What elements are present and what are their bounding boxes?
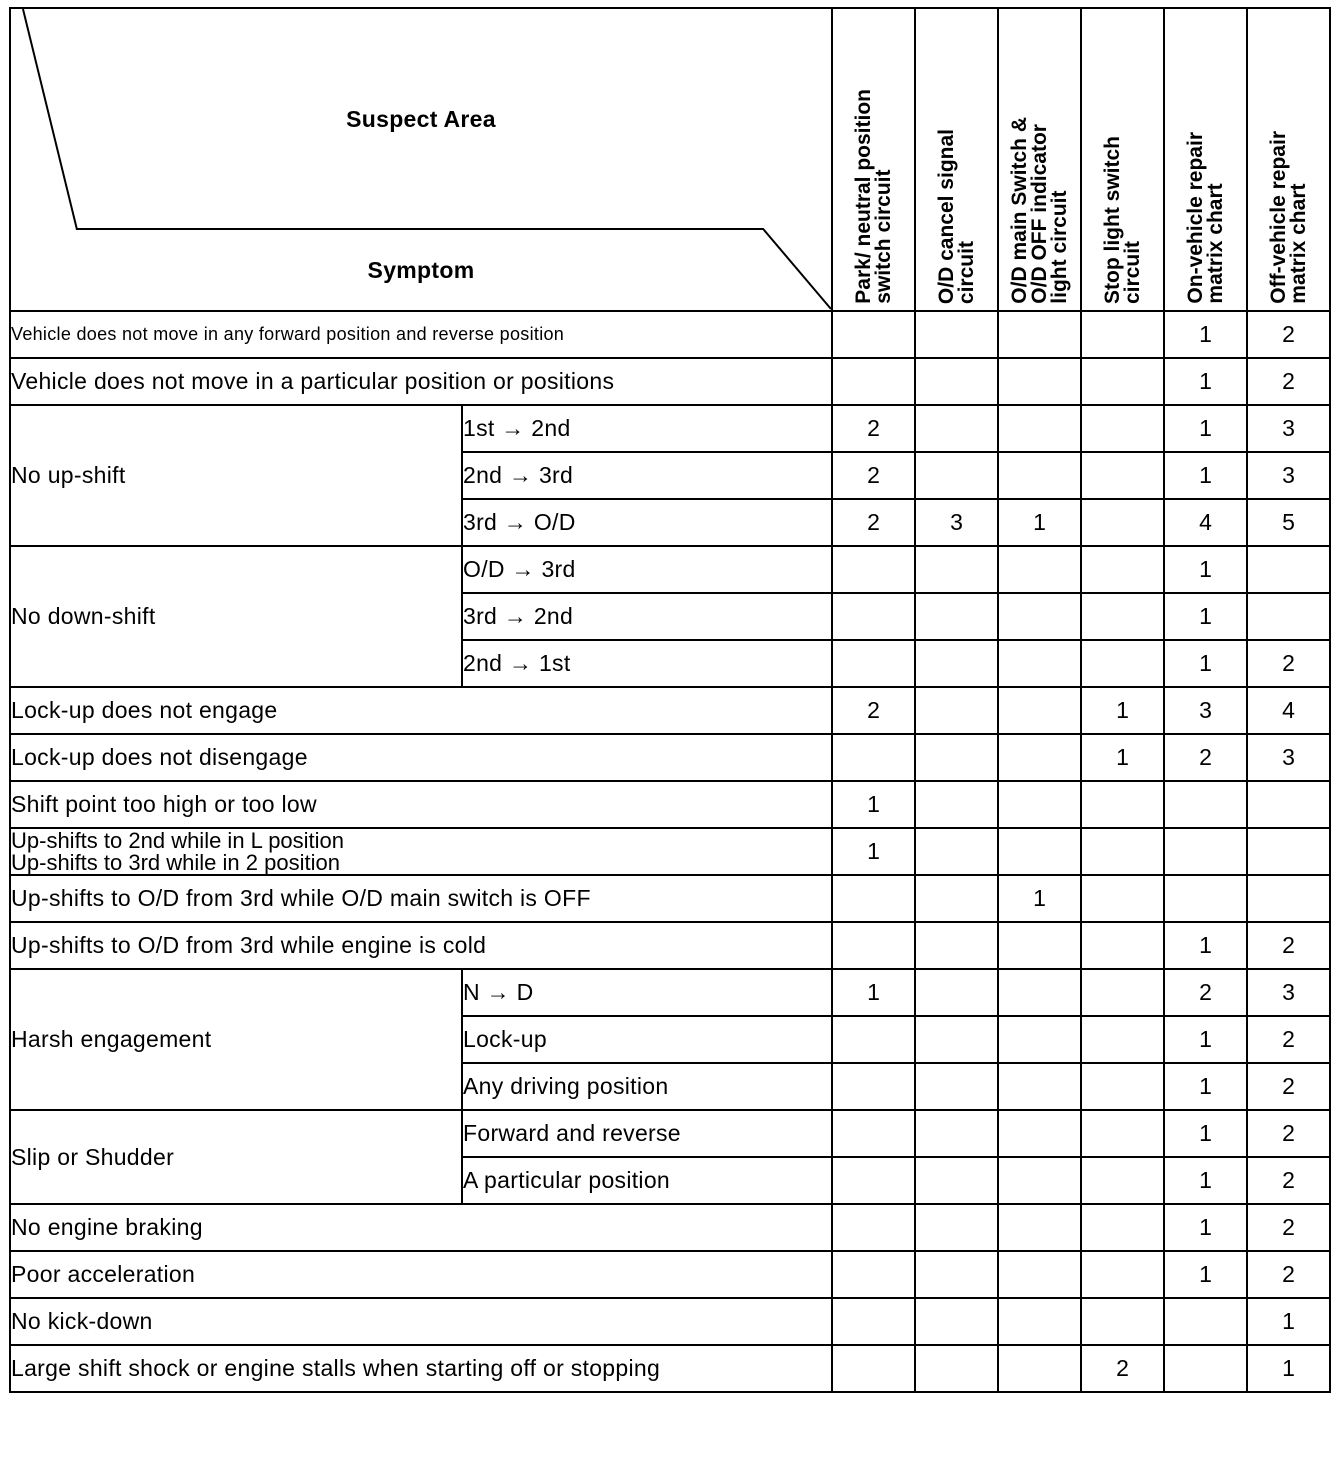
value-cell <box>1081 452 1164 499</box>
value-cell <box>915 640 998 687</box>
value-cell: 2 <box>1247 922 1330 969</box>
value-cell <box>998 687 1081 734</box>
symptom-label: Symptom <box>367 257 475 283</box>
suspect-area-label: Suspect Area <box>346 106 496 132</box>
col-header-label: On-vehicle repair matrix chart <box>1183 132 1227 304</box>
value-cell: 1 <box>998 875 1081 922</box>
value-cell <box>998 311 1081 358</box>
value-cell <box>998 358 1081 405</box>
value-cell <box>1081 1204 1164 1251</box>
value-cell <box>998 593 1081 640</box>
col-stop-light <box>1081 8 1164 311</box>
table-row <box>10 828 1330 875</box>
value-cell <box>1081 1110 1164 1157</box>
value-cell <box>915 687 998 734</box>
value-cell <box>915 358 998 405</box>
value-cell <box>1081 358 1164 405</box>
value-cell: 2 <box>1164 969 1247 1016</box>
value-cell <box>1081 875 1164 922</box>
value-cell: 2 <box>1247 1157 1330 1204</box>
table-row <box>10 1345 1330 1392</box>
value-cell: 1 <box>1164 311 1247 358</box>
value-cell <box>998 1204 1081 1251</box>
symptom-cell: Vehicle does not move in any forward position and reverse position <box>10 311 832 358</box>
sub-symptom-cell: 3rd → O/D <box>462 499 832 546</box>
value-cell: 1 <box>1164 358 1247 405</box>
value-cell: 1 <box>1164 1063 1247 1110</box>
sub-symptom-cell: 3rd → 2nd <box>462 593 832 640</box>
symptom-group-cell: No up-shift <box>10 405 462 546</box>
value-cell <box>915 405 998 452</box>
table-row <box>10 546 1330 593</box>
col-header-label: O/D cancel signal circuit <box>934 128 978 304</box>
value-cell <box>915 1110 998 1157</box>
table-row <box>10 687 1330 734</box>
value-cell: 1 <box>1081 734 1164 781</box>
symptom-cell: Up-shifts to O/D from 3rd while O/D main switch is OFF <box>10 875 832 922</box>
table-row <box>10 1251 1330 1298</box>
value-cell: 4 <box>1164 499 1247 546</box>
value-cell: 1 <box>1081 687 1164 734</box>
value-cell <box>998 1063 1081 1110</box>
table-row <box>10 1204 1330 1251</box>
value-cell <box>1081 969 1164 1016</box>
value-cell: 1 <box>1164 1251 1247 1298</box>
value-cell <box>998 1110 1081 1157</box>
value-cell <box>998 452 1081 499</box>
symptom-cell: No engine braking <box>10 1204 832 1251</box>
sub-symptom-cell: Forward and reverse <box>462 1110 832 1157</box>
value-cell: 1 <box>1164 640 1247 687</box>
value-cell <box>998 1016 1081 1063</box>
value-cell: 1 <box>1247 1345 1330 1392</box>
value-cell: 2 <box>1247 1016 1330 1063</box>
value-cell <box>915 311 998 358</box>
value-cell <box>915 781 998 828</box>
value-cell <box>1247 875 1330 922</box>
value-cell <box>832 1204 915 1251</box>
value-cell <box>832 1157 915 1204</box>
sub-symptom-cell: 2nd → 1st <box>462 640 832 687</box>
sub-symptom-cell: 1st → 2nd <box>462 405 832 452</box>
symptom-cell: Up-shifts to O/D from 3rd while engine is cold <box>10 922 832 969</box>
value-cell <box>915 546 998 593</box>
value-cell <box>998 969 1081 1016</box>
sub-symptom-cell: N → D <box>462 969 832 1016</box>
value-cell: 3 <box>1247 734 1330 781</box>
symptom-group-cell: Harsh engagement <box>10 969 462 1110</box>
value-cell <box>998 1157 1081 1204</box>
value-cell <box>1164 781 1247 828</box>
value-cell: 1 <box>832 781 915 828</box>
value-cell <box>915 828 998 875</box>
value-cell <box>1081 1298 1164 1345</box>
value-cell <box>1081 1016 1164 1063</box>
value-cell <box>915 1016 998 1063</box>
value-cell: 1 <box>998 499 1081 546</box>
value-cell <box>998 1251 1081 1298</box>
value-cell <box>998 781 1081 828</box>
value-cell: 1 <box>1164 1157 1247 1204</box>
sub-symptom-cell: Lock-up <box>462 1016 832 1063</box>
value-cell <box>915 1204 998 1251</box>
value-cell <box>1247 546 1330 593</box>
value-cell <box>998 405 1081 452</box>
value-cell <box>832 640 915 687</box>
value-cell: 2 <box>1247 1110 1330 1157</box>
value-cell <box>832 1251 915 1298</box>
value-cell: 2 <box>1247 1251 1330 1298</box>
value-cell <box>1081 781 1164 828</box>
value-cell <box>1081 546 1164 593</box>
value-cell <box>998 828 1081 875</box>
table-row <box>10 1298 1330 1345</box>
table-row <box>10 358 1330 405</box>
table-row <box>10 1110 1330 1157</box>
sub-symptom-cell: O/D → 3rd <box>462 546 832 593</box>
value-cell <box>832 1345 915 1392</box>
value-cell <box>1081 499 1164 546</box>
value-cell <box>915 1345 998 1392</box>
value-cell <box>1081 1157 1164 1204</box>
value-cell <box>1081 828 1164 875</box>
value-cell: 3 <box>915 499 998 546</box>
col-park-neutral <box>832 8 915 311</box>
symptom-group-cell: Slip or Shudder <box>10 1110 462 1204</box>
value-cell <box>1081 311 1164 358</box>
value-cell <box>998 922 1081 969</box>
value-cell: 1 <box>1164 1016 1247 1063</box>
value-cell: 2 <box>832 405 915 452</box>
col-header-label: O/D main Switch & O/D OFF indicator light circuit <box>1007 117 1071 304</box>
value-cell <box>998 734 1081 781</box>
value-cell: 1 <box>1164 593 1247 640</box>
value-cell <box>915 452 998 499</box>
value-cell <box>998 546 1081 593</box>
value-cell <box>832 1016 915 1063</box>
value-cell <box>1164 1345 1247 1392</box>
value-cell: 1 <box>1247 1298 1330 1345</box>
col-od-main-switch <box>998 8 1081 311</box>
value-cell: 3 <box>1247 405 1330 452</box>
table-row <box>10 781 1330 828</box>
col-header-label: Stop light switch circuit <box>1100 136 1144 304</box>
value-cell: 2 <box>1247 640 1330 687</box>
value-cell <box>1247 593 1330 640</box>
value-cell: 1 <box>1164 405 1247 452</box>
col-od-cancel <box>915 8 998 311</box>
value-cell <box>832 922 915 969</box>
sub-symptom-cell: A particular position <box>462 1157 832 1204</box>
value-cell: 1 <box>1164 922 1247 969</box>
table-row <box>10 734 1330 781</box>
value-cell <box>1081 640 1164 687</box>
value-cell <box>915 922 998 969</box>
value-cell: 1 <box>1164 1110 1247 1157</box>
symptom-cell: Lock-up does not disengage <box>10 734 832 781</box>
symptom-cell: Poor acceleration <box>10 1251 832 1298</box>
value-cell <box>1247 781 1330 828</box>
value-cell <box>915 593 998 640</box>
value-cell <box>1081 1063 1164 1110</box>
col-off-vehicle <box>1247 8 1330 311</box>
value-cell: 1 <box>1164 452 1247 499</box>
value-cell <box>832 734 915 781</box>
table-row <box>10 922 1330 969</box>
value-cell <box>832 875 915 922</box>
symptom-cell: Lock-up does not engage <box>10 687 832 734</box>
symptom-cell: Shift point too high or too low <box>10 781 832 828</box>
table-row <box>10 311 1330 358</box>
problem-symptoms-table <box>9 7 1331 1393</box>
value-cell <box>832 1063 915 1110</box>
col-header-label: Off-vehicle repair matrix chart <box>1266 131 1310 304</box>
sub-symptom-cell: Any driving position <box>462 1063 832 1110</box>
value-cell <box>915 1157 998 1204</box>
value-cell <box>832 311 915 358</box>
value-cell <box>832 1298 915 1345</box>
value-cell <box>1164 1298 1247 1345</box>
value-cell <box>1081 1251 1164 1298</box>
value-cell: 1 <box>832 969 915 1016</box>
value-cell: 4 <box>1247 687 1330 734</box>
value-cell: 2 <box>1081 1345 1164 1392</box>
value-cell <box>1164 875 1247 922</box>
value-cell <box>1247 828 1330 875</box>
value-cell: 1 <box>1164 1204 1247 1251</box>
value-cell <box>1081 405 1164 452</box>
value-cell <box>915 875 998 922</box>
value-cell: 3 <box>1247 969 1330 1016</box>
value-cell <box>832 593 915 640</box>
value-cell <box>832 1110 915 1157</box>
symptom-group-cell: No down-shift <box>10 546 462 687</box>
table-row <box>10 405 1330 452</box>
value-cell: 1 <box>1164 546 1247 593</box>
value-cell <box>915 1063 998 1110</box>
symptom-cell: Large shift shock or engine stalls when starting off or stopping <box>10 1345 832 1392</box>
header-corner-cell <box>10 8 832 311</box>
value-cell <box>915 1251 998 1298</box>
table-row <box>10 969 1330 1016</box>
value-cell: 3 <box>1247 452 1330 499</box>
value-cell <box>998 1345 1081 1392</box>
value-cell <box>832 546 915 593</box>
value-cell: 2 <box>832 452 915 499</box>
value-cell: 2 <box>1247 358 1330 405</box>
value-cell <box>915 969 998 1016</box>
value-cell: 2 <box>832 499 915 546</box>
value-cell: 3 <box>1164 687 1247 734</box>
value-cell <box>915 1298 998 1345</box>
value-cell: 2 <box>1247 1204 1330 1251</box>
sub-symptom-cell: 2nd → 3rd <box>462 452 832 499</box>
symptom-cell: No kick-down <box>10 1298 832 1345</box>
value-cell: 2 <box>1247 1063 1330 1110</box>
col-on-vehicle <box>1164 8 1247 311</box>
value-cell: 2 <box>1247 311 1330 358</box>
value-cell: 1 <box>832 828 915 875</box>
value-cell <box>915 734 998 781</box>
value-cell: 5 <box>1247 499 1330 546</box>
value-cell: 2 <box>1164 734 1247 781</box>
value-cell <box>1081 593 1164 640</box>
value-cell <box>1164 828 1247 875</box>
value-cell <box>998 1298 1081 1345</box>
symptom-cell: Vehicle does not move in a particular position or positions <box>10 358 832 405</box>
col-header-label: Park/ neutral position switch circuit <box>851 89 895 304</box>
symptom-cell: Up-shifts to 2nd while in L position Up-shifts to 3rd while in 2 position <box>10 828 832 875</box>
value-cell: 2 <box>832 687 915 734</box>
value-cell <box>998 640 1081 687</box>
table-row <box>10 875 1330 922</box>
value-cell <box>832 358 915 405</box>
value-cell <box>1081 922 1164 969</box>
